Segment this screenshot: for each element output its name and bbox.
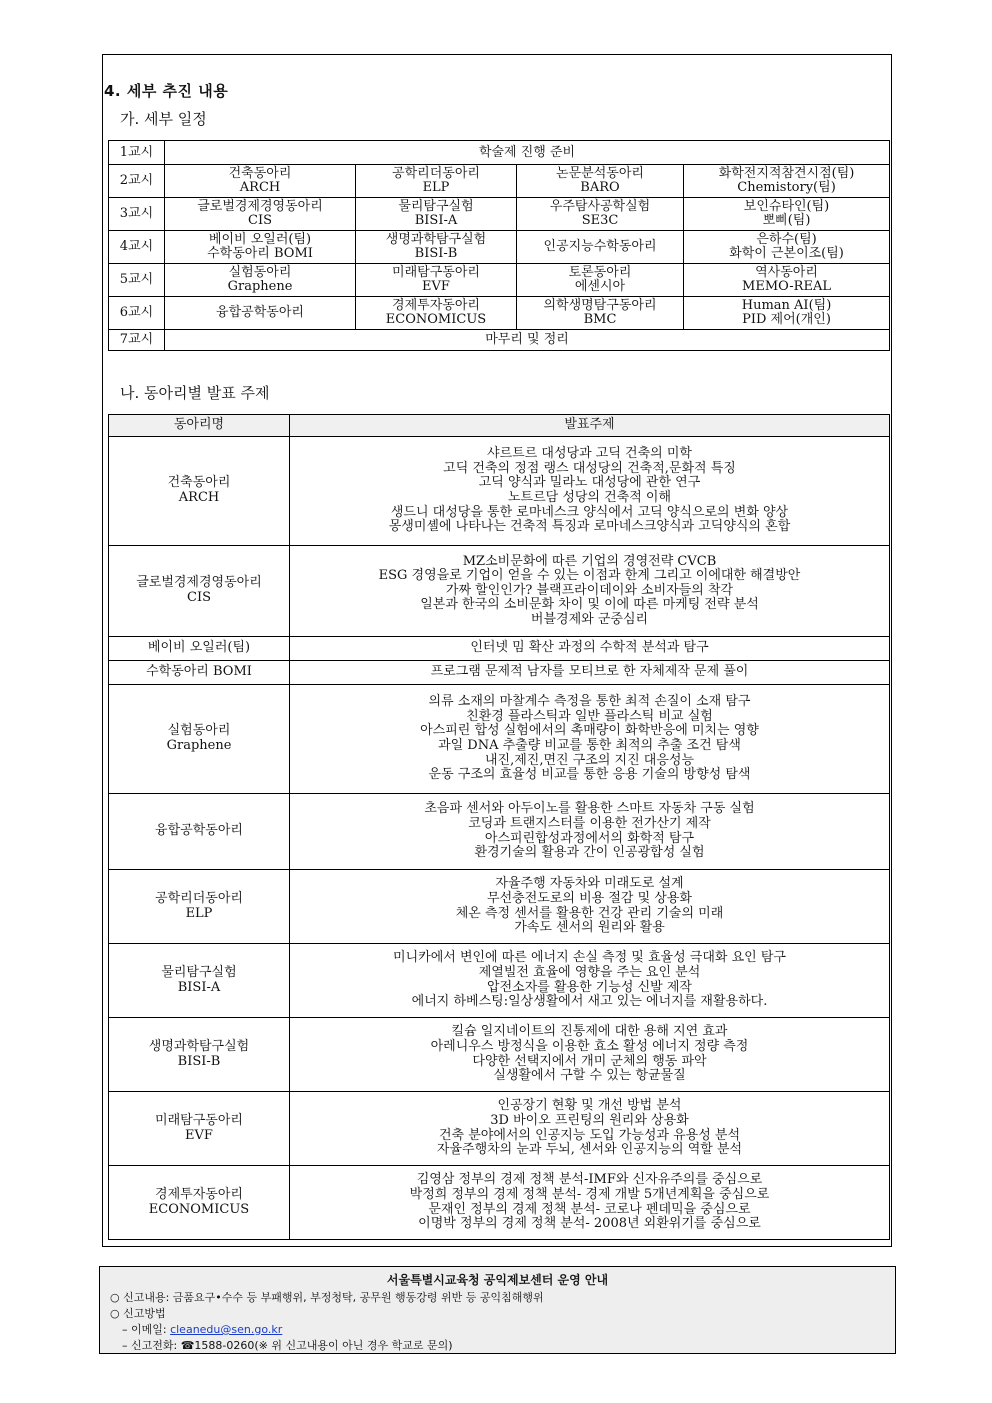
schedule-club-cell-line: 베이비 오일러(팀)	[208, 232, 312, 247]
topic-list-cell-line: 인공장기 현황 및 개선 방법 분석	[497, 1098, 682, 1114]
topic-list-cell-line: 미니카에서 변인에 따른 에너지 손실 측정 및 효율성 극대화 요인 탐구	[393, 950, 786, 966]
schedule-club-cell-line: Graphene	[227, 279, 293, 294]
schedule-club-cell-line: MEMO-REAL	[742, 279, 831, 294]
club-name-cell-line: ELP	[185, 905, 213, 921]
topic-list-cell-line: 몽생미셸에 나타나는 건축적 특징과 로마네스크양식과 고딕양식의 혼합	[388, 519, 791, 535]
schedule-club-cell	[517, 198, 684, 231]
schedule-club-cell-line: Human AI(팀)	[741, 298, 832, 313]
schedule-club-cell-line: PID 제어(개인)	[742, 312, 831, 327]
schedule-club-cell-line: 은하수(팀)	[756, 232, 817, 247]
topic-list-cell	[290, 546, 890, 637]
club-name-cell	[109, 944, 290, 1018]
schedule-club-cell-line: 생명과학탐구실험	[385, 232, 487, 247]
club-name-cell	[109, 1166, 290, 1240]
topics-row	[109, 661, 890, 685]
period-cell: 7교시	[109, 330, 165, 351]
topic-list-cell-line: 건축 분야에서의 인공지능 도입 가능성과 유용성 분석	[438, 1127, 741, 1143]
schedule-club-cell-line: BARO	[580, 180, 620, 195]
topic-list-cell-line: 샤르트르 대성당과 고딕 건축의 미학	[487, 446, 692, 462]
schedule-club-cell	[517, 165, 684, 198]
schedule-club-cell	[684, 231, 890, 264]
schedule-club-cell	[356, 231, 517, 264]
topic-list-cell-line: 의류 소재의 마찰계수 측정을 통한 최적 손질이 소재 탐구	[428, 694, 751, 710]
schedule-club-cell-line: 경제투자동아리	[392, 298, 480, 313]
schedule-club-cell	[684, 198, 890, 231]
topics-row	[109, 637, 890, 661]
topic-list-cell-line: 초음파 센서와 아두이노를 활용한 스마트 자동차 구동 실험	[424, 801, 755, 817]
club-name-cell-line: 공학리더동아리	[155, 890, 243, 906]
topic-list-cell	[290, 685, 890, 794]
topic-list-cell-line: 자율주행차의 눈과 두뇌, 센서와 인공지능의 역할 분석	[436, 1142, 743, 1158]
schedule-full-cell: 학술제 진행 준비	[165, 141, 890, 165]
subsection-schedule-title: 가. 세부 일정	[120, 110, 207, 128]
schedule-full-cell: 마무리 및 정리	[165, 330, 890, 351]
topic-list-cell	[290, 870, 890, 944]
schedule-club-cell	[684, 264, 890, 297]
club-name-cell-line: 실험동아리	[167, 723, 231, 739]
schedule-club-cell-line: 토론동아리	[568, 265, 632, 280]
schedule-club-cell-line: 보인슈타인(팀)	[743, 199, 830, 214]
topic-list-cell-line: 아스피린합성과정에서의 화학적 탐구	[484, 830, 695, 846]
club-name-cell-line: ARCH	[178, 490, 220, 505]
topics-row	[109, 1166, 890, 1240]
club-name-cell-line: 물리탐구실험	[161, 964, 237, 980]
notice-phone-line: – 신고전화: ☎1588-0260(※ 위 신고내용이 아닌 경우 학교로 문의)	[122, 1339, 453, 1352]
topic-list-cell-line: 과일 DNA 추출량 비교를 통한 최적의 추출 조건 탐색	[438, 738, 741, 753]
period-cell: 3교시	[109, 198, 165, 231]
topics-row	[109, 437, 890, 546]
schedule-row	[109, 141, 890, 165]
topic-list-cell-line: 체온 측정 센서를 활용한 건강 관리 기술의 미래	[455, 905, 724, 921]
header-topic: 발표주제	[290, 415, 890, 437]
schedule-club-cell-line: 융합공학동아리	[216, 305, 304, 320]
topic-list-cell-line: 3D 바이오 프린팅의 원리와 상용화	[490, 1112, 689, 1128]
schedule-club-cell	[517, 231, 684, 264]
topic-list-cell	[290, 661, 890, 685]
topic-list-cell-line: 압전소자를 활용한 기능성 신발 제작	[487, 979, 692, 995]
topic-list-cell-line: 인터넷 밈 확산 과정의 수학적 분석과 탐구	[470, 640, 709, 656]
topics-row	[109, 944, 890, 1018]
section-title: 4. 세부 추진 내용	[104, 82, 229, 100]
topics-row	[109, 546, 890, 637]
schedule-club-cell-line: ELP	[422, 180, 450, 195]
topic-list-cell-line: 문재인 정부의 경제 정책 분석- 코로나 펜데믹을 중심으로	[428, 1201, 751, 1217]
schedule-club-cell	[356, 297, 517, 330]
schedule-row	[109, 297, 890, 330]
schedule-club-cell-line: 공학리더동아리	[392, 166, 480, 181]
schedule-club-cell-line: 의학생명탐구동아리	[543, 298, 657, 313]
schedule-club-cell-line: ECONOMICUS	[385, 312, 487, 327]
notice-box	[99, 1266, 896, 1354]
schedule-club-cell-line: EVF	[422, 279, 450, 294]
schedule-club-cell-line: BISI-A	[414, 213, 458, 228]
schedule-club-cell-line: SE3C	[581, 213, 619, 228]
schedule-club-cell-line: 우주탐사공학실험	[549, 199, 651, 214]
club-name-cell-line: BISI-B	[177, 1053, 221, 1069]
schedule-club-cell	[165, 231, 356, 264]
topic-list-cell-line: 김영삼 정부의 경제 정책 분석-IMF와 신자유주의를 중심으로	[416, 1172, 763, 1188]
topic-list-cell-line: 아스피린 합성 실험에서의 촉매량이 화학반응에 미치는 영향	[420, 723, 759, 739]
schedule-club-cell-line: 화학이 근본이조(팀)	[729, 246, 844, 261]
period-cell: 5교시	[109, 264, 165, 297]
topic-list-cell-line: 가짜 할인인가? 블랙프라이데이와 소비자들의 착각	[445, 582, 734, 598]
topics-row	[109, 1018, 890, 1092]
topic-list-cell-line: 버블경제와 군중심리	[530, 611, 649, 627]
club-name-cell	[109, 661, 290, 685]
schedule-club-cell-line: CIS	[248, 213, 272, 228]
topic-list-cell-line: 에너지 하베스팅:일상생활에서 새고 있는 에너지를 재활용하다.	[411, 994, 768, 1010]
schedule-row	[109, 330, 890, 351]
topic-list-cell-line: 고딕 건축의 정점 랭스 대성당의 건축적,문화적 특징	[443, 460, 736, 476]
topics-row	[109, 870, 890, 944]
schedule-club-cell	[165, 198, 356, 231]
topics-row	[109, 685, 890, 794]
topics-row	[109, 794, 890, 870]
club-name-cell-line: 건축동아리	[167, 475, 231, 491]
schedule-club-cell	[165, 264, 356, 297]
schedule-row	[109, 198, 890, 231]
club-name-cell	[109, 1018, 290, 1092]
schedule-table	[108, 140, 890, 351]
club-name-cell	[109, 546, 290, 637]
topic-list-cell-line: 실생활에서 구할 수 있는 항균물질	[493, 1068, 686, 1084]
topic-list-cell-line: 내진,제진,면진 구조의 지진 대응성능	[484, 752, 695, 768]
schedule-club-cell-line: Chemistory(팀)	[737, 180, 836, 195]
topics-row	[109, 1092, 890, 1166]
schedule-club-cell	[356, 198, 517, 231]
topic-list-cell	[290, 794, 890, 870]
topic-list-cell-line: 자율주행 자동차와 미래도로 설계	[495, 876, 684, 892]
schedule-row	[109, 231, 890, 264]
club-name-cell	[109, 637, 290, 661]
topic-list-cell-line: 고딕 양식과 밀라노 대성당에 관한 연구	[478, 475, 701, 491]
email-label: – 이메일:	[122, 1323, 171, 1336]
topic-list-cell-line: MZ소비문화에 따른 기업의 경영전략 CVCB	[462, 553, 717, 569]
schedule-club-cell	[165, 297, 356, 330]
schedule-club-cell-line: BMC	[583, 312, 617, 327]
club-name-cell-line: 생명과학탐구실험	[148, 1038, 250, 1054]
schedule-club-cell	[684, 165, 890, 198]
topic-list-cell-line: 이명박 정부의 경제 정책 분석- 2008년 외환위기를 중심으로	[418, 1216, 761, 1232]
notice-title: 서울특별시교육청 공익제보센터 운영 안내	[386, 1273, 609, 1287]
schedule-club-cell-line: 에센시아	[574, 279, 626, 294]
period-cell: 4교시	[109, 231, 165, 264]
club-name-cell-line: 베이비 오일러(팀)	[147, 640, 251, 656]
topic-list-cell-line: 코딩과 트랜지스터를 이용한 전가산기 제작	[468, 815, 711, 831]
schedule-club-cell-line: 화학전지적참견시점(팀)	[718, 166, 855, 181]
topic-list-cell-line: 일본과 한국의 소비문화 차이 및 이에 따른 마케팅 전략 분석	[420, 597, 759, 613]
club-name-cell	[109, 685, 290, 794]
schedule-club-cell-line: ARCH	[239, 180, 281, 195]
topic-list-cell-line: 아레니우스 방정식을 이용한 효소 활성 에너지 정량 측정	[430, 1038, 749, 1054]
schedule-club-cell-line: 역사동아리	[755, 265, 818, 280]
topic-list-cell-line: 가속도 센서의 원리와 활용	[514, 920, 665, 936]
schedule-club-cell-line: 미래탐구동아리	[392, 265, 480, 280]
schedule-row	[109, 264, 890, 297]
club-name-cell-line: EVF	[185, 1127, 213, 1143]
schedule-club-cell-line: BISI-B	[414, 246, 458, 261]
schedule-row	[109, 165, 890, 198]
club-name-cell-line: BISI-A	[177, 979, 221, 995]
schedule-club-cell-line: 수학동아리 BOMI	[207, 246, 313, 261]
club-name-cell	[109, 794, 290, 870]
schedule-club-cell	[165, 165, 356, 198]
club-name-cell	[109, 1092, 290, 1166]
topic-list-cell-line: ESG 경영을로 기업이 얻을 수 있는 이점과 한계 그리고 이에대한 해결방안	[378, 568, 801, 584]
schedule-club-cell-line: 글로벌경제경영동아리	[197, 199, 323, 214]
club-name-cell	[109, 870, 290, 944]
notice-email-line	[122, 1321, 282, 1337]
club-name-cell-line: 수학동아리 BOMI	[146, 664, 252, 680]
schedule-club-cell-line: 물리탐구실험	[398, 199, 474, 214]
topic-list-cell-line: 킬슘 일지네이트의 진통제에 대한 용해 지연 효과	[451, 1024, 728, 1040]
topic-list-cell-line: 친환경 플라스틱과 일반 플라스틱 비교 실험	[466, 708, 713, 724]
club-name-cell-line: Graphene	[166, 738, 232, 753]
topic-list-cell-line: 프로그램 문제적 남자를 모티브로 한 자체제작 문제 풀이	[430, 664, 749, 680]
topic-list-cell	[290, 1092, 890, 1166]
topic-list-cell-line: 박정희 정부의 경제 정책 분석- 경제 개발 5개년계획을 중심으로	[409, 1186, 770, 1202]
notice-content-line: ○ 신고내용: 금품요구•수수 등 부패행위, 부정청탁, 공무원 행동강령 위반 등 공익침해행위	[110, 1291, 544, 1304]
schedule-club-cell	[517, 297, 684, 330]
club-name-cell	[109, 437, 290, 546]
schedule-club-cell	[517, 264, 684, 297]
topic-list-cell	[290, 1018, 890, 1092]
topic-list-cell-line: 다양한 선택지에서 개미 군체의 행동 파악	[472, 1053, 707, 1069]
club-name-cell-line: 융합공학동아리	[155, 823, 243, 839]
schedule-club-cell-line: 인공지능수학동아리	[543, 239, 657, 254]
club-name-cell-line: 글로벌경제경영동아리	[136, 575, 262, 591]
schedule-club-cell	[356, 264, 517, 297]
period-cell: 6교시	[109, 297, 165, 330]
schedule-club-cell-line: 뽀삐(팀)	[762, 213, 811, 228]
club-name-cell-line: ECONOMICUS	[148, 1201, 250, 1217]
subsection-topics-title: 나. 동아리별 발표 주제	[120, 384, 270, 402]
club-name-cell-line: CIS	[187, 590, 211, 605]
schedule-club-cell-line: 논문분석동아리	[556, 166, 644, 181]
topic-list-cell	[290, 944, 890, 1018]
topic-list-cell-line: 노트르담 성당의 건축적 이해	[507, 490, 672, 505]
period-cell: 2교시	[109, 165, 165, 198]
schedule-club-cell-line: 건축동아리	[228, 166, 292, 181]
header-club: 동아리명	[109, 415, 290, 437]
topic-list-cell-line: 생드니 대성당을 통한 로마네스크 양식에서 고딕 양식으로의 변화 양상	[390, 504, 789, 520]
email-link[interactable]: cleanedu@sen.go.kr	[170, 1323, 283, 1336]
schedule-club-cell	[356, 165, 517, 198]
notice-method-line: ○ 신고방법	[110, 1307, 166, 1320]
topic-list-cell-line: 환경기술의 활용과 간이 인공광합성 실험	[474, 845, 705, 861]
club-name-cell-line: 미래탐구동아리	[155, 1112, 243, 1128]
schedule-club-cell	[684, 297, 890, 330]
schedule-club-cell-line: 실험동아리	[228, 265, 292, 280]
topic-list-cell-line: 제열빌전 효율에 영향을 주는 요인 분석	[478, 964, 701, 980]
topics-table	[108, 414, 890, 1240]
topic-list-cell-line: 무선충전도로의 비용 절감 및 상용화	[487, 890, 692, 906]
topics-header-row	[109, 415, 890, 437]
topic-list-cell	[290, 437, 890, 546]
topic-list-cell	[290, 637, 890, 661]
topic-list-cell-line: 운동 구조의 효율성 비교를 통한 응용 기술의 방향성 탐색	[428, 767, 751, 783]
club-name-cell-line: 경제투자동아리	[155, 1186, 243, 1202]
topic-list-cell	[290, 1166, 890, 1240]
period-cell: 1교시	[109, 141, 165, 165]
